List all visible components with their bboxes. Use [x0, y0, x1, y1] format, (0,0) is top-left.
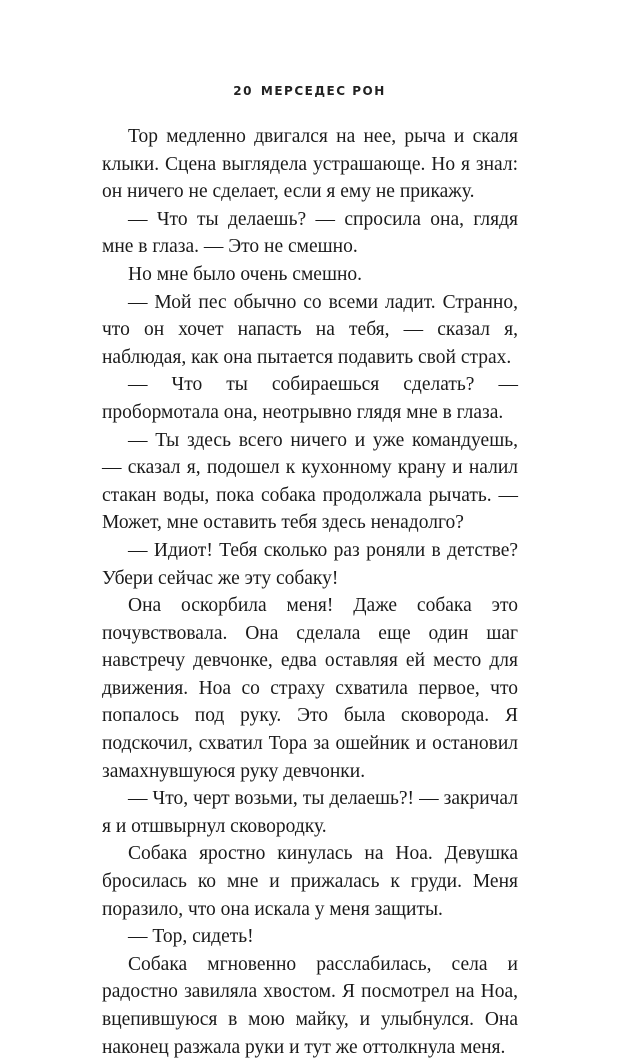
paragraph: — Тор, сидеть!	[128, 926, 254, 948]
paragraph: Собака мгновенно расслабилась, села и радостно завиляла хвостом. Я посмотрел на Ноа, вцепившуюся в мою майку, и улыбнулся. Она наконец разжала руки и тут же оттолкнула меня.	[102, 953, 518, 1058]
body-text	[102, 123, 518, 1061]
paragraph: — Что ты делаешь? — спросила она, глядя мне в глаза. — Это не смешно.	[102, 208, 518, 258]
paragraph: — Ты здесь всего ничего и уже командуешь, — сказал я, подошел к кухонному крану и налил стакан воды, пока собака продолжала рычать. — Может, мне оставить тебя здесь ненадолго?	[102, 429, 518, 534]
paragraph: Тор медленно двигался на нее, рыча и скаля клыки. Сцена выглядела устрашающе. Но я знал: он ничего не сделает, если я ему не прикажу.	[102, 126, 518, 203]
paragraph: Но мне было очень смешно.	[128, 263, 363, 285]
page-number: 20	[233, 84, 253, 98]
paragraph: — Что, черт возьми, ты делаешь?! — закричал я и отшвырнул сковородку.	[102, 788, 518, 837]
paragraph: — Мой пес обычно со всеми ладит. Странно, что он хочет напасть на тебя, — сказал я, наблюдая, как она пытается подавить свой страх.	[102, 291, 518, 368]
paragraph: Собака яростно кинулась на Ноа. Девушка бросилась ко мне и прижалась к груди. Меня поразило, что она искала у меня защиты.	[102, 843, 518, 920]
author-name: МЕРСЕДЕС РОН	[260, 84, 386, 98]
paragraph: — Идиот! Тебя сколько раз роняли в детстве? Убери сейчас же эту собаку!	[102, 539, 518, 589]
paragraph: Она оскорбила меня! Даже собака это почувствовала. Она сделала еще один шаг навстречу девчонке, едва оставляя ей место для движения. Ноа со страху схватила первое, что попалось под руку. Это была сковорода. Я подскочил, схватил Тора за ошейник и остановил замахнувшуюся руку девчонки.	[102, 595, 518, 782]
running-header	[0, 84, 619, 98]
paragraph: — Что ты собираешься сделать? — пробормотала она, неотрывно глядя мне в глаза.	[102, 374, 518, 423]
